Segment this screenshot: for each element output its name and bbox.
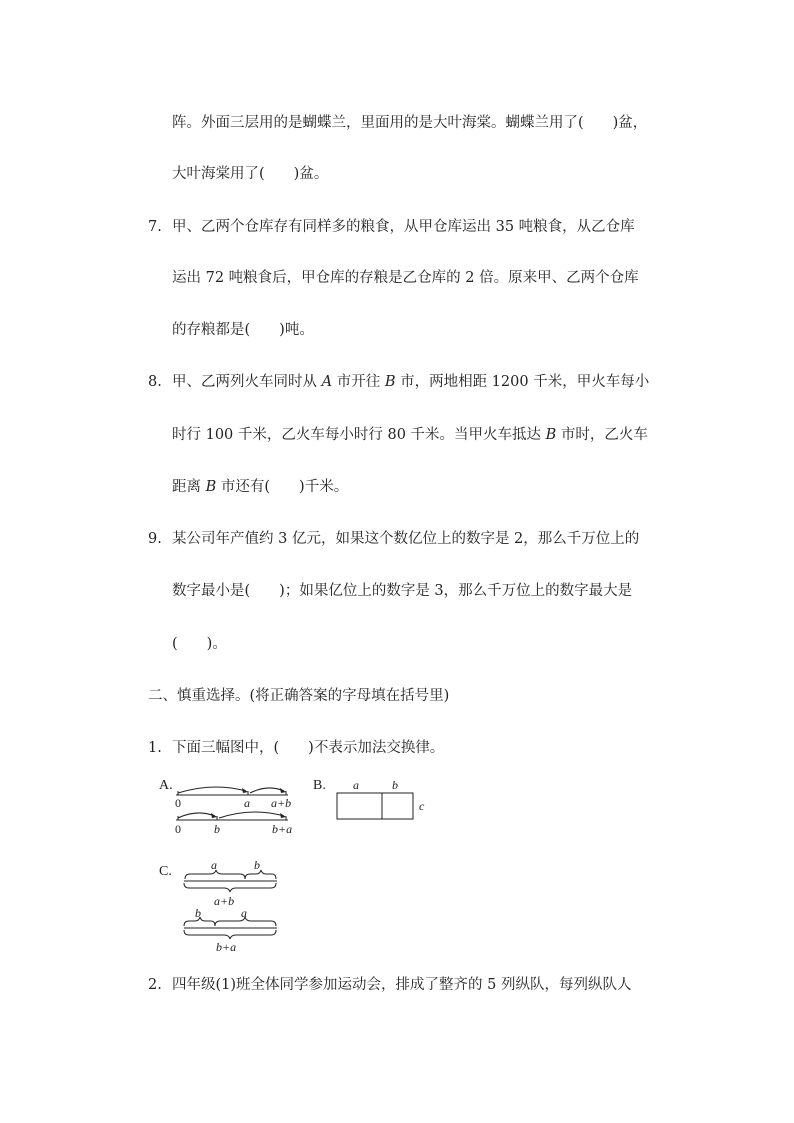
option-c-braces (178, 858, 288, 956)
brace-second-a: a (241, 906, 247, 920)
tick-a-plus-b: a+b (271, 796, 292, 810)
q8-text-3a: 距离 (172, 479, 206, 495)
q6-line-1: 阵。外面三层用的是蝴蝶兰，里面用的是大叶海棠。蝴蝶兰用了( )盆， (172, 115, 648, 131)
q8-text-1b: 市开往 (332, 374, 385, 390)
q9-line-1: 某公司年产值约 3 亿元，如果这个数亿位上的数字是 2，那么千万位上的 (172, 531, 640, 547)
q8-text-2a: 时行 100 千米，乙火车每小时行 80 千米。当甲火车抵达 (172, 427, 546, 443)
option-b-rectangle (334, 776, 434, 824)
tick-0-bottom: 0 (175, 822, 181, 836)
q7-number: 7. (148, 219, 162, 235)
q8-city-b-3: B (205, 479, 217, 495)
q8-line-2 (172, 425, 648, 445)
tick-a-top: a (244, 796, 250, 810)
brace-top-a: a (211, 858, 217, 872)
brace-sum-b-plus-a: b+a (216, 940, 237, 954)
option-a-label: A. (159, 778, 173, 793)
rect-label-b: b (392, 778, 398, 792)
q9-line-3: ( )。 (172, 636, 227, 652)
q8-line-1 (172, 372, 649, 392)
q8-number: 8. (148, 374, 162, 390)
q7-line-2: 运出 72 吨粮食后，甲仓库的存粮是乙仓库的 2 倍。原来甲、乙两个仓库 (172, 270, 639, 286)
q8-city-a: A (321, 374, 333, 390)
s2-q2-text: 四年级(1)班全体同学参加运动会，排成了整齐的 5 列纵队，每列纵队人 (172, 977, 632, 993)
section-2-heading: 二、慎重选择。(将正确答案的字母填在括号里) (148, 688, 450, 704)
option-a-number-lines (170, 776, 310, 838)
q8-text-3b: 市还有( )千米。 (216, 479, 349, 495)
option-c-label: C. (159, 864, 172, 879)
q6-line-2: 大叶海棠用了( )盆。 (172, 166, 329, 182)
q7-line-1: 甲、乙两个仓库存有同样多的粮食，从甲仓库运出 35 吨粮食，从乙仓库 (172, 219, 635, 235)
q8-text-2b: 市时，乙火车 (556, 427, 648, 443)
brace-top-b: b (254, 858, 260, 872)
rect-label-a: a (353, 778, 359, 792)
q7-line-3: 的存粮都是( )吨。 (172, 322, 314, 338)
q8-text-1c: 市，两地相距 1200 千米，甲火车每小 (395, 374, 650, 390)
tick-b-plus-a: b+a (272, 822, 293, 836)
s2-q1-number: 1. (148, 740, 162, 756)
option-b-label: B. (313, 778, 326, 793)
s2-q2-number: 2. (148, 977, 162, 993)
q8-line-3 (172, 477, 348, 497)
brace-sum-a-plus-b: a+b (214, 894, 235, 908)
tick-0-top: 0 (175, 796, 181, 810)
q8-city-b: B (384, 374, 396, 390)
brace-second-b: b (195, 906, 201, 920)
q8-city-b-2: B (545, 427, 557, 443)
q9-number: 9. (148, 531, 162, 547)
q8-text-1a: 甲、乙两列火车同时从 (172, 374, 322, 390)
s2-q1-text: 下面三幅图中，( )不表示加法交换律。 (172, 740, 445, 756)
q9-line-2: 数字最小是( )；如果亿位上的数字是 3，那么千万位上的数字最大是 (172, 583, 633, 599)
rect-label-c: c (419, 799, 425, 813)
tick-b-bottom: b (214, 822, 220, 836)
